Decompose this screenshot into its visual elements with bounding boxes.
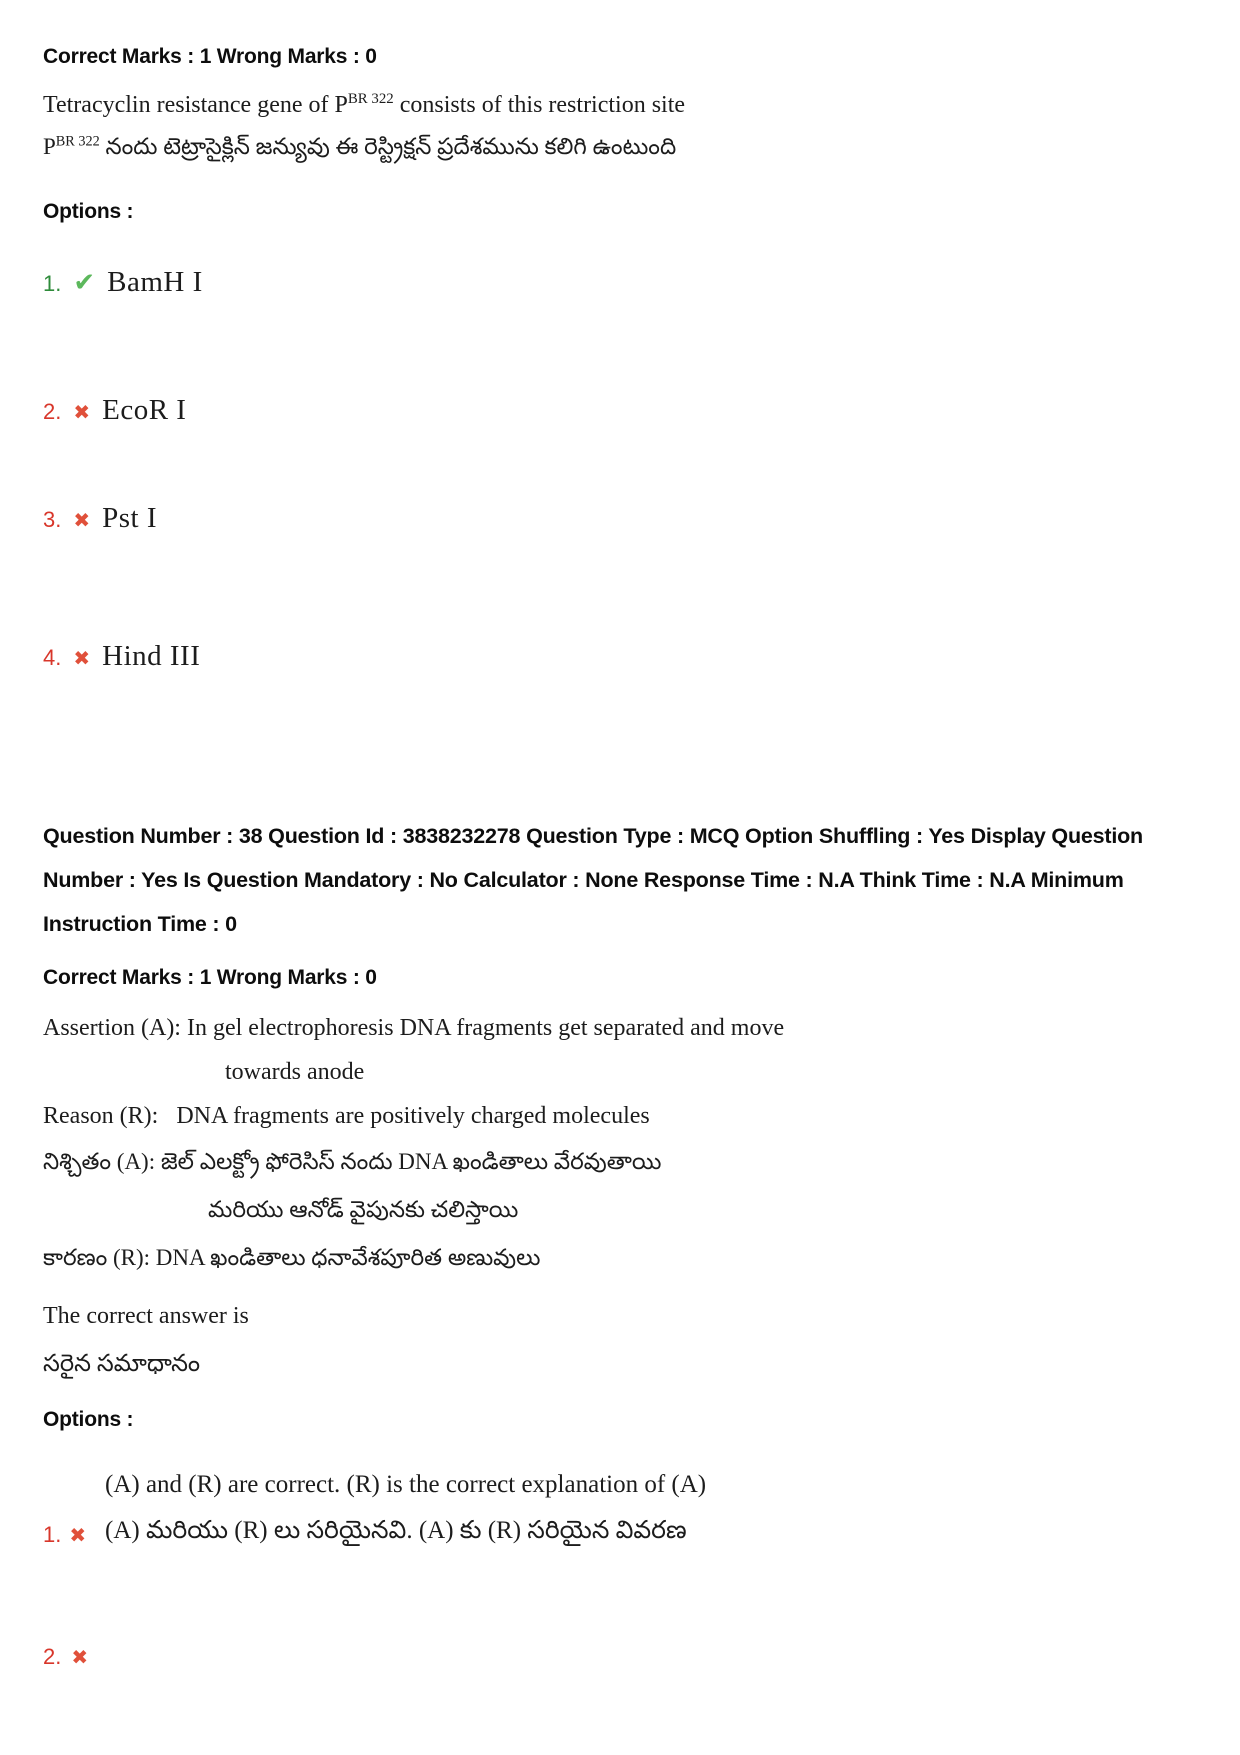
option-number: 2.	[43, 399, 62, 424]
correct-answer-label-english: The correct answer is	[43, 1303, 249, 1329]
option-text: Hind III	[102, 640, 201, 672]
wrong-cross-icon: ✖	[73, 508, 91, 532]
option-row-3	[43, 502, 1200, 542]
correct-check-icon: ✔	[73, 268, 96, 298]
option-block-1	[43, 1462, 1200, 1554]
question-text-english	[43, 85, 1200, 125]
marks-line: Correct Marks : 1 Wrong Marks : 0	[43, 45, 377, 68]
marks-line: Correct Marks : 1 Wrong Marks : 0	[43, 966, 377, 989]
option-row-2	[43, 394, 1200, 434]
reason-line: Reason (R): DNA fragments are positively charged molecules	[43, 1103, 650, 1129]
assertion-telugu-line-1: నిశ్చితం (A): జెల్ ఎలక్ట్రో ఫోరెసిస్ నందు DNA ఖండితాలు వేరవుతాయి	[43, 1149, 662, 1174]
wrong-cross-icon: ✖	[71, 1645, 89, 1669]
options-label: Options :	[43, 200, 134, 223]
option-marker	[43, 1522, 105, 1554]
wrong-cross-icon: ✖	[73, 646, 91, 670]
question-38-block	[43, 814, 1200, 1670]
question-te-pre: P	[43, 134, 56, 159]
assertion-line-1: Assertion (A): In gel electrophoresis DNA fragments get separated and move	[43, 1015, 785, 1041]
question-en-post: consists of this restriction site	[393, 92, 686, 118]
question-text-telugu	[43, 125, 1200, 169]
question-37-block	[43, 45, 1200, 680]
option-block-2	[43, 1644, 1200, 1670]
option-row-4	[43, 640, 1200, 680]
question-te-superscript: BR 322	[55, 133, 100, 150]
assertion-telugu-line-2: మరియు ఆనోడ్ వైపునకు చలిస్తాయి	[208, 1197, 519, 1222]
question-metadata-header: Question Number : 38 Question Id : 3838232278 Question Type : MCQ Option Shuffling : Yes Display Question Number : Yes Is Question Mandatory : No Calculator : None Response Time : N.A Think Time : N.A Minimum Instruction Time : 0	[43, 824, 1143, 936]
option-text-english: (A) and (R) are correct. (R) is the correct explanation of (A)	[105, 1471, 707, 1498]
option-number: 1.	[43, 271, 62, 296]
correct-answer-label-telugu: సరైన సమాధానం	[43, 1351, 201, 1377]
option-number: 3.	[43, 507, 62, 532]
assertion-line-2: towards anode	[225, 1059, 365, 1085]
options-label: Options :	[43, 1408, 134, 1431]
option-text-telugu: (A) మరియు (R) లు సరియైనవి. (A) కు (R) సరియైన వివరణ	[105, 1517, 687, 1544]
option-text: Pst I	[102, 502, 158, 534]
question-te-post: నందు టెట్రాసైక్లిన్ జన్యువు ఈ రెస్ట్రిక్షన్ ప్రదేశమును కలిగి ఉంటుంది	[99, 134, 677, 159]
reason-telugu-line: కారణం (R): DNA ఖండితాలు ధనావేశపూరిత అణువులు	[43, 1245, 541, 1270]
option-number: 2.	[43, 1644, 62, 1669]
question-en-superscript: BR 322	[347, 91, 394, 107]
option-text-lines	[105, 1462, 1200, 1554]
question-en-pre: Tetracyclin resistance gene of P	[43, 92, 348, 118]
option-row-1	[43, 266, 1200, 306]
option-number: 4.	[43, 645, 62, 670]
option-number: 1.	[43, 1522, 62, 1547]
option-text: BamH I	[107, 266, 203, 298]
wrong-cross-icon: ✖	[73, 400, 91, 424]
wrong-cross-icon: ✖	[69, 1523, 87, 1547]
option-text: EcoR I	[102, 394, 187, 426]
